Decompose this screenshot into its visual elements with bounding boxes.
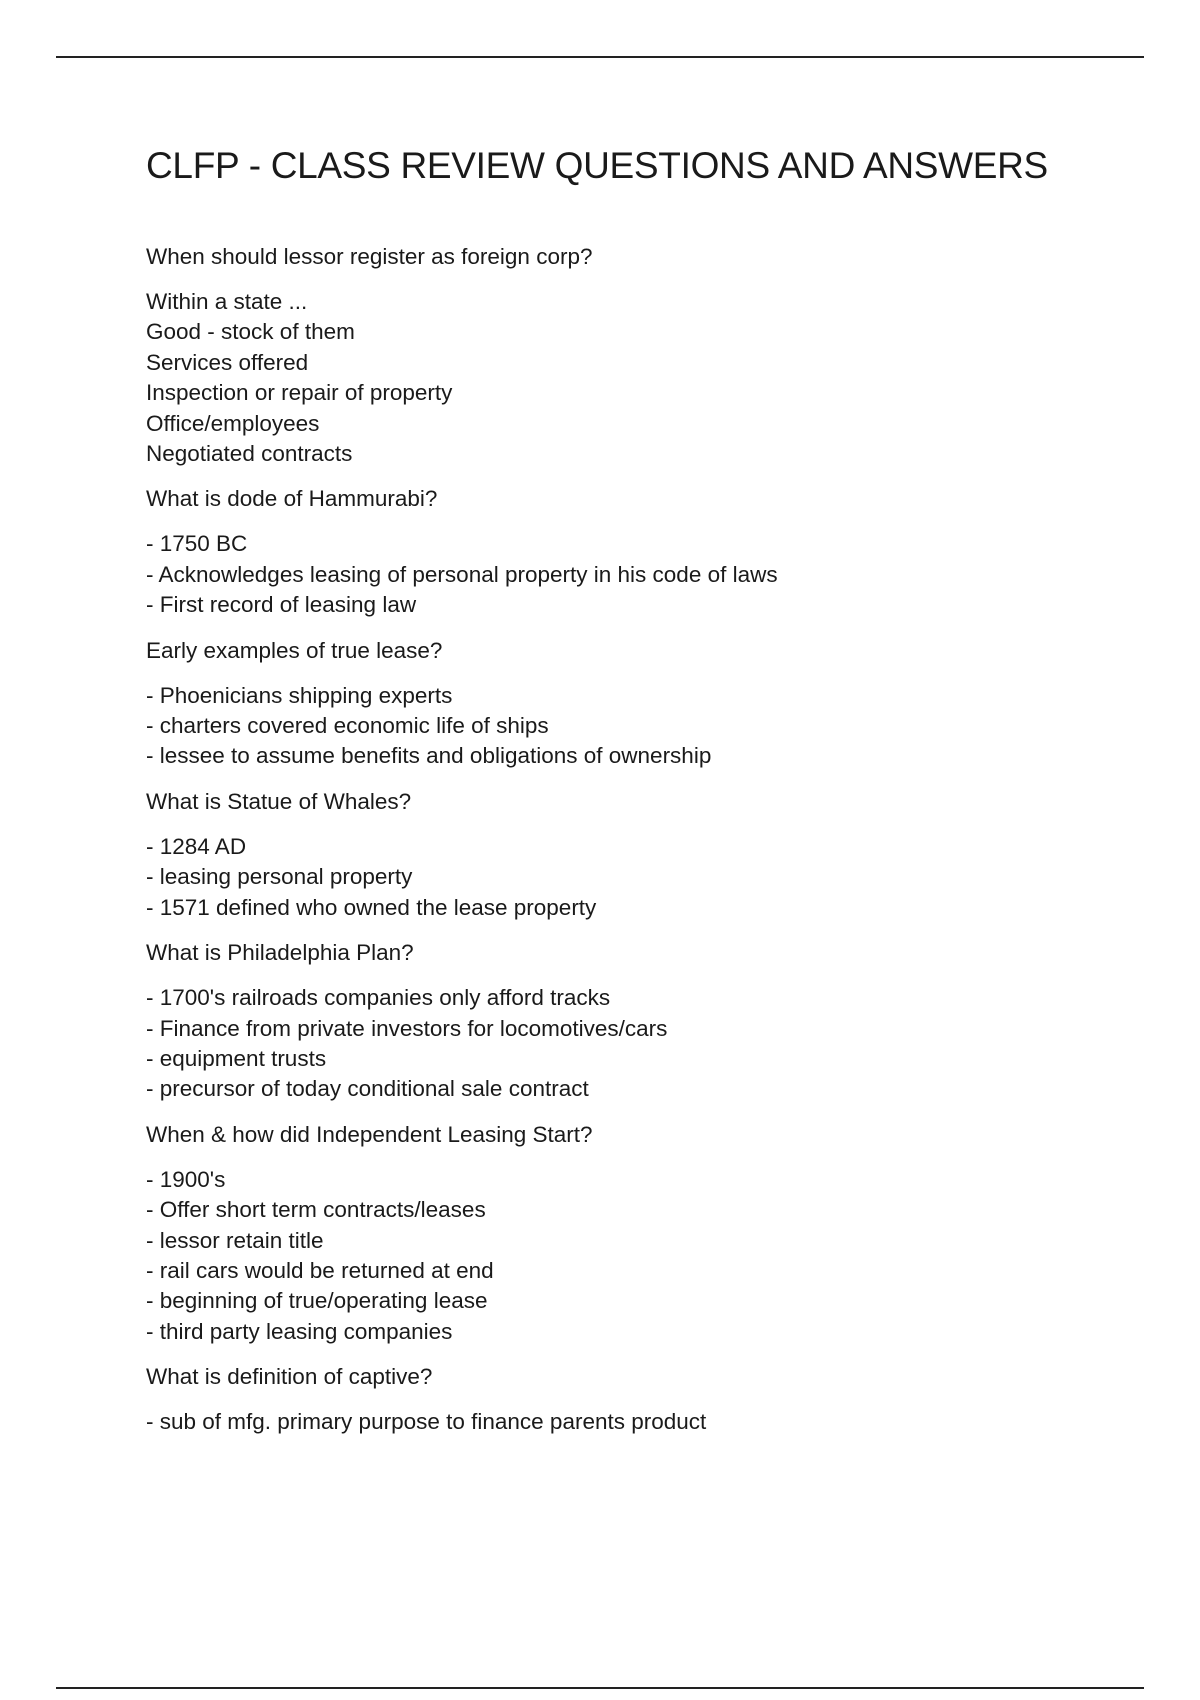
answer-line: - third party leasing companies (146, 1318, 453, 1344)
answer-line: - First record of leasing law (146, 592, 417, 618)
answer-line: - 1284 AD (146, 833, 247, 859)
question-text: When should lessor register as foreign corp? (146, 244, 593, 269)
question-text: What is Philadelphia Plan? (146, 940, 414, 966)
qa-item (146, 1120, 1106, 1347)
answer-line: - Offer short term contracts/leases (146, 1197, 486, 1223)
top-divider (56, 56, 1144, 58)
bottom-divider (56, 1687, 1144, 1689)
question-text: What is dode of Hammurabi? (146, 486, 438, 512)
answer-line: Inspection or repair of property (146, 380, 453, 406)
answer-line: - rail cars would be returned at end (146, 1257, 494, 1283)
qa-item (146, 1362, 1106, 1437)
answer-line: - Phoenicians shipping experts (146, 682, 453, 708)
answer-line: - Finance from private investors for locomotives/cars (146, 1015, 668, 1041)
answer-line: - 1571 defined who owned the lease property (146, 894, 597, 920)
page-title: CLFP - CLASS REVIEW QUESTIONS AND ANSWERS (146, 145, 1048, 186)
qa-item (146, 484, 1106, 620)
question-text: What is Statue of Whales? (146, 788, 412, 814)
answer-line: - precursor of today conditional sale contract (146, 1076, 589, 1102)
answer-line: - sub of mfg. primary purpose to finance parents product (146, 1409, 707, 1435)
answer-line: - Acknowledges leasing of personal property in his code of laws (146, 561, 778, 587)
answer-line: - leasing personal property (146, 864, 413, 890)
question-text: Early examples of true lease? (146, 637, 443, 663)
qa-item (146, 636, 1106, 772)
answer-line: Good - stock of them (146, 319, 355, 345)
answer-line: Office/employees (146, 410, 320, 436)
answer-line: - beginning of true/operating lease (146, 1288, 488, 1314)
answer-line: - 1900's (146, 1166, 226, 1192)
answer-line: - 1750 BC (146, 531, 248, 557)
question-text: What is definition of captive? (146, 1364, 433, 1390)
qa-item (146, 242, 1106, 469)
answer-line: - 1700's railroads companies only afford tracks (146, 985, 611, 1011)
answer-line: - equipment trusts (146, 1045, 327, 1071)
document-body (146, 140, 1106, 1453)
qa-list (146, 242, 1106, 1438)
answer-line: - charters covered economic life of ships (146, 713, 549, 739)
answer-line: - lessee to assume benefits and obligations of ownership (146, 743, 712, 769)
answer-line: - lessor retain title (146, 1227, 324, 1253)
qa-item (146, 938, 1106, 1105)
answer-line: Negotiated contracts (146, 441, 353, 467)
qa-item (146, 787, 1106, 923)
answer-line: Services offered (146, 349, 309, 375)
question-text: When & how did Independent Leasing Start? (146, 1121, 593, 1147)
answer-line: Within a state ... (146, 289, 308, 314)
